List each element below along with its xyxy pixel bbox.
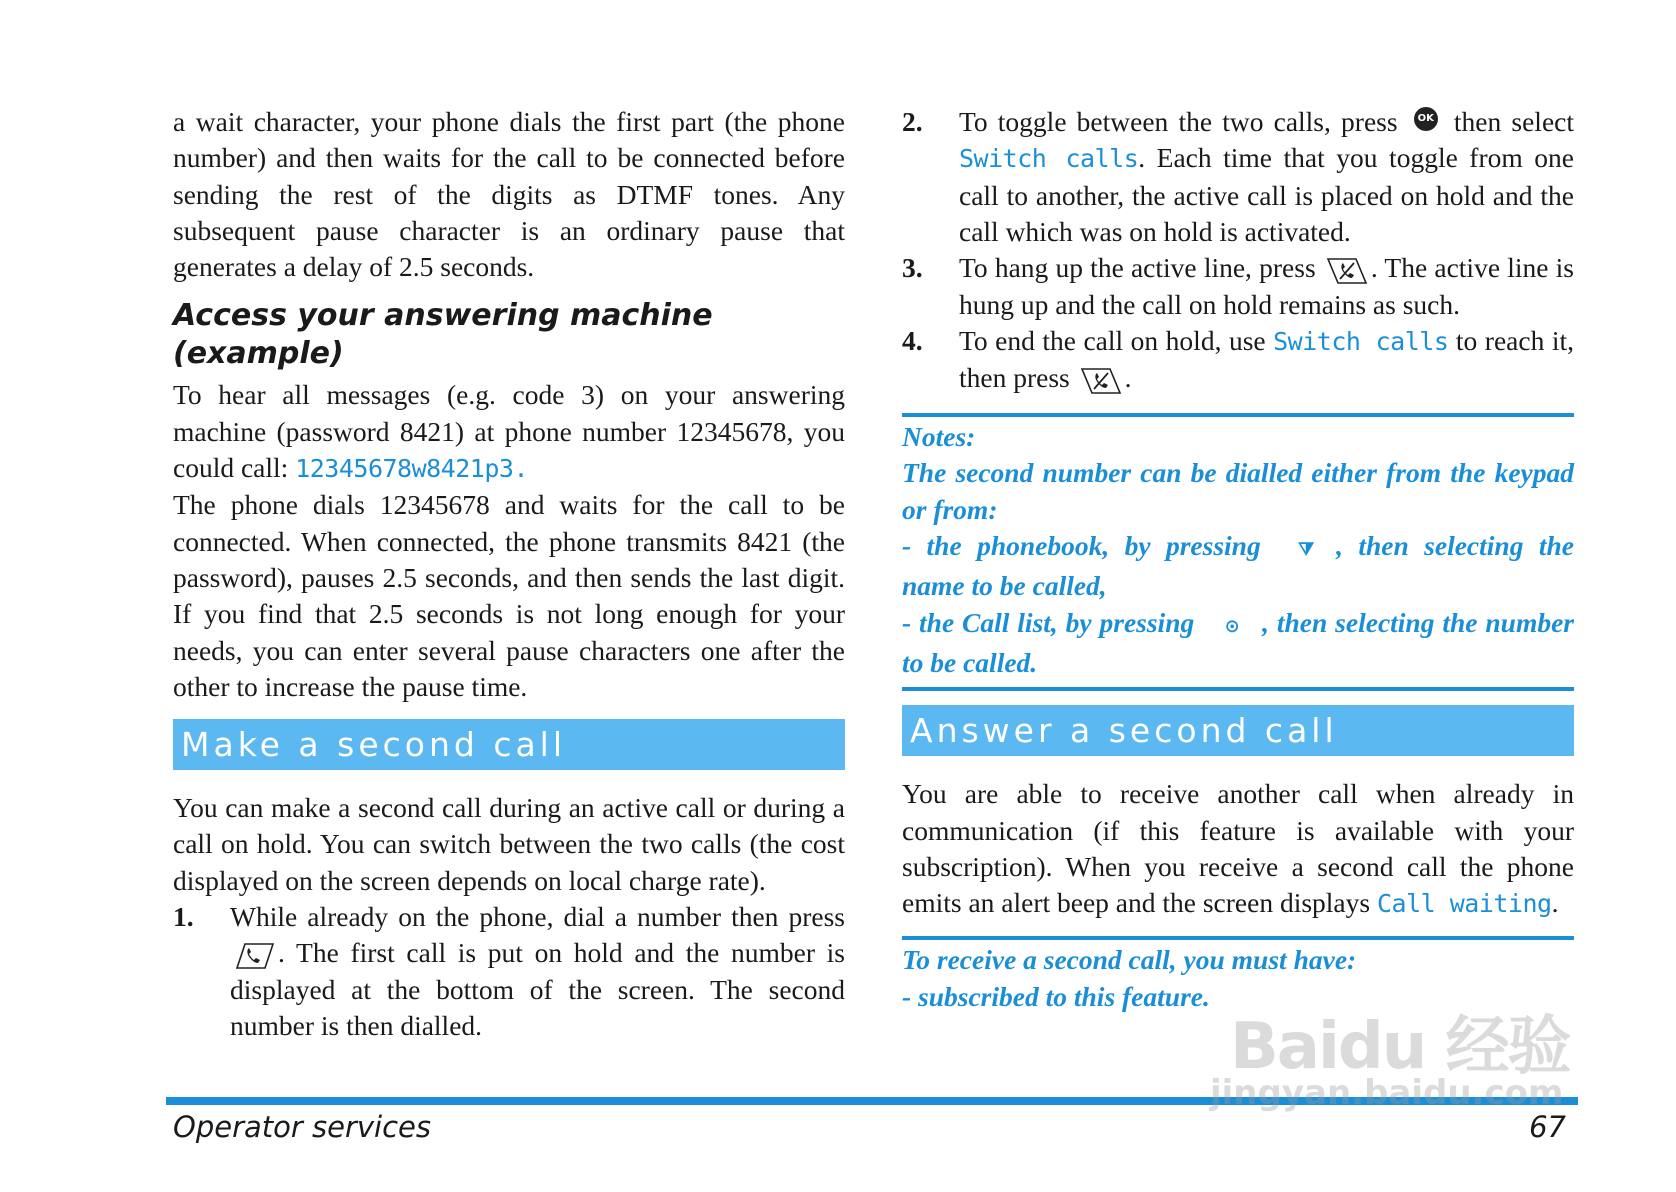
footer-section-name: Operator services (173, 1110, 432, 1144)
watermark-logo-text: Baidu 经验 (1230, 1010, 1570, 1084)
notes-line: - the phonebook, by pressing ⧩ , then selecting the name to be called, (902, 530, 1574, 602)
page-number: 67 (1529, 1110, 1566, 1144)
subheading-answering-machine: Access your answering machine (example) (173, 298, 713, 372)
step-4: 4. To end the call on hold, use Switch calls to reach it, then press . (902, 323, 1574, 397)
notes-heading: Notes: (902, 421, 976, 453)
nav-down-icon: ⧩ (1298, 539, 1315, 561)
watermark (1180, 955, 1580, 1130)
call-key-icon (231, 940, 277, 972)
lcd-switch-calls: Switch calls (1273, 327, 1449, 357)
left-column (173, 104, 845, 1045)
right-column (902, 104, 1574, 1021)
section-header-make-second-call (173, 719, 845, 770)
step-1: 1. While already on the phone, dial a number then press . The first call is put on hold and the number is displayed at the bottom of the screen. The second number is then dialled. (173, 901, 845, 1042)
ok-key-icon: OK (1414, 107, 1438, 131)
step-number: 3. (902, 252, 923, 284)
example-paragraph (173, 377, 845, 487)
notes-line: The second number can be dialled either from the keypad or from: (902, 457, 1574, 525)
lcd-switch-calls: Switch calls (959, 144, 1139, 174)
step-2: 2. To toggle between the two calls, press OK then select Switch calls. Each time that you toggle from one call to another, the active call is placed on hold and the call which was on hold is activated. (902, 106, 1574, 247)
step-3: 3. To hang up the active line, press . The active line is hung up and the call on hold remains as such. (902, 252, 1574, 320)
intro-paragraph: a wait character, your phone dials the first part (the phone number) and then waits for the call to be connected before sending the rest of the digits as DTMF tones. Any subsequent pause character is an ordinary pause that generates a delay of 2.5 seconds. (173, 106, 845, 283)
step-number: 1. (173, 901, 194, 933)
notes-line: To receive a second call, you must have: (902, 944, 1357, 976)
example-dial-code: 12345678w8421p3. (295, 454, 529, 484)
section-header-answer-second-call (902, 705, 1574, 756)
watermark-url: jingyan.baidu.com (1210, 1073, 1564, 1113)
nav-up-icon: ⊙ (1224, 615, 1240, 637)
step-number: 2. (902, 106, 923, 137)
make-call-steps-continued (902, 104, 1574, 397)
notes-box (902, 413, 1574, 691)
section-title: Make a second call (181, 725, 567, 765)
example-text: To hear all messages (e.g. code 3) on your answering machine (password 8421) at phone number 12345678, you could call: (173, 379, 845, 484)
answer-call-paragraph: You are able to receive another call when already in communication (if this feature is available with your subscription). When you receive a second call the phone emits an alert beep and the screen displays Call waiting. (902, 778, 1574, 919)
make-call-steps (173, 899, 845, 1045)
step-number: 4. (902, 325, 923, 357)
make-call-intro: You can make a second call during an active call or during a call on hold. You can switch between the two calls (the cost displayed on the screen depends on local charge rate). (173, 792, 845, 896)
hangup-key-icon (1324, 255, 1370, 287)
notes-line: - subscribed to this feature. (902, 980, 1210, 1012)
notes-line: - the Call list, by pressing ⊙ , then selecting the number to be called. (902, 606, 1574, 678)
hangup-key-icon (1078, 365, 1124, 397)
lcd-call-waiting: Call waiting (1376, 889, 1552, 919)
example-explanation: The phone dials 12345678 and waits for the call to be connected. When connected, the phone transmits 8421 (the password), pauses 2.5 seconds, and then sends the last digit. If you find that 2.5 seconds is not long enough for your needs, you can enter several pause characters one after the other to increase the pause time. (173, 489, 845, 702)
section-title: Answer a second call (910, 711, 1338, 751)
